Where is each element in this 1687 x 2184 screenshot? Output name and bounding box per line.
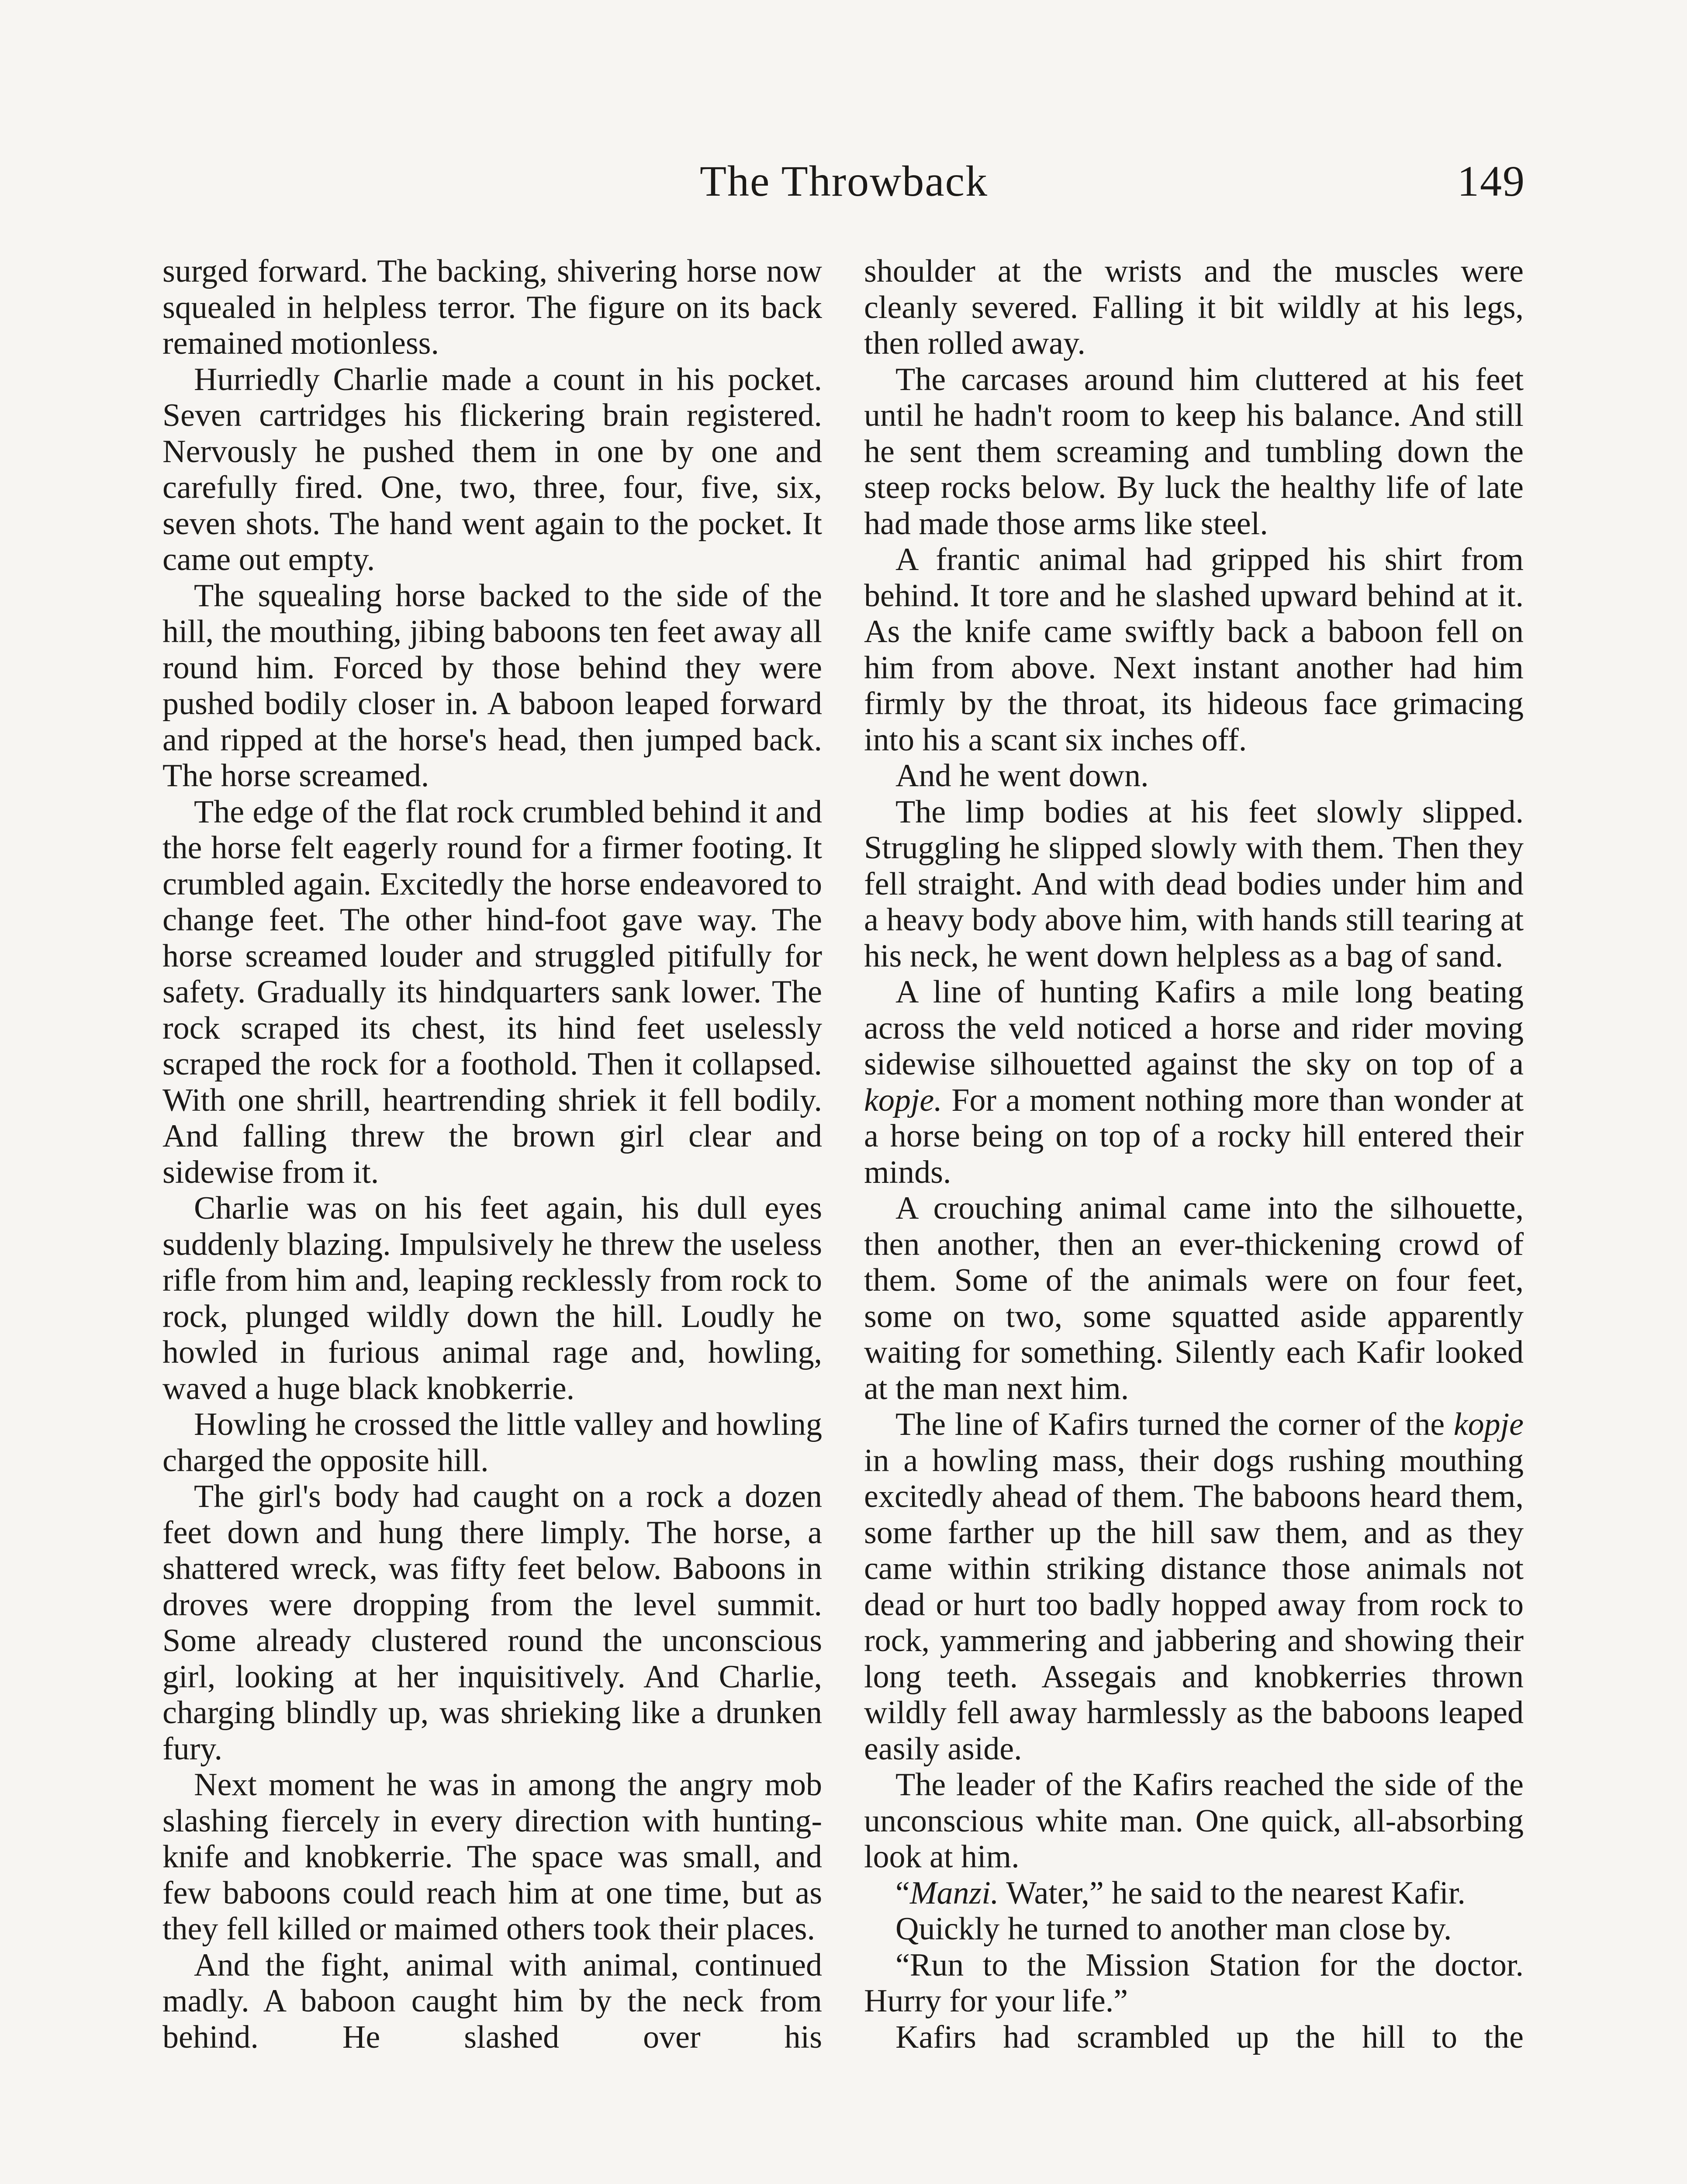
open-quote: “ xyxy=(895,1875,910,1911)
paragraph xyxy=(864,1875,1524,1911)
running-title: The Throwback xyxy=(699,157,989,205)
paragraph: surged forward. The backing, shivering horse now squealed in helpless terror. The figure on its back remained motionless. xyxy=(162,253,822,361)
italic-term: kopje. xyxy=(864,1082,942,1118)
paragraph: Charlie was on his feet again, his dull eyes suddenly blazing. Impulsively he threw the useless rifle from him and, leaping recklessly from rock to rock, plunged wildly down the hill. Loudly he howled in furious animal rage and, howling, waved a huge black knobkerrie. xyxy=(162,1190,822,1406)
paragraph: A crouching animal came into the silhouette, then another, then an ever-thickening crowd of them. Some of the animals were on four feet, some on two, some squatted aside apparently waiting for something. Silently each Kafir looked at the man next him. xyxy=(864,1190,1524,1406)
page-number: 149 xyxy=(1457,157,1525,205)
left-column xyxy=(162,253,822,2055)
text-run: in a howling mass, their dogs rushing mouthing excitedly ahead of them. The baboons heard them, some farther up the hill saw them, and as they came within striking distance those animals not dead or hurt too badly hopped away from rock to rock, yammering and jabbering and showing their long teeth. Assegais and knobkerries thrown wildly fell away harmlessly as the baboons leaped easily aside. xyxy=(864,1442,1524,1767)
paragraph: “Run to the Mission Station for the doctor. Hurry for your life.” xyxy=(864,1947,1524,2019)
paragraph: Kafirs had scrambled up the hill to the xyxy=(895,2019,1524,2055)
paragraph: Quickly he turned to another man close by. xyxy=(895,1911,1452,1947)
paragraph: A frantic animal had gripped his shirt from behind. It tore and he slashed upward behind at it. As the knife came swiftly back a baboon fell on him from above. Next instant another had him firmly by the throat, its hideous face grimacing into his a scant six inches off. xyxy=(864,542,1524,758)
paragraph: Hurriedly Charlie made a count in his pocket. Seven cartridges his flickering brain registered. Nervously he pushed them in one by one and carefully fired. One, two, three, four, five, six, seven shots. The hand went again to the pocket. It came out empty. xyxy=(162,361,822,577)
paragraph: Howling he crossed the little valley and howling charged the opposite hill. xyxy=(162,1406,822,1479)
text-run: The line of Kafirs turned the corner of the xyxy=(895,1406,1445,1442)
paragraph: And he went down. xyxy=(895,758,1149,794)
paragraph: The girl's body had caught on a rock a dozen feet down and hung there limply. The horse, a shattered wreck, was fifty feet below. Baboons in droves were dropping from the level summit. Some already clustered round the unconscious girl, looking at her inquisitively. And Charlie, charging blindly up, was shrieking like a drunken fury. xyxy=(162,1479,822,1767)
paragraph: The leader of the Kafirs reached the side of the unconscious white man. One quick, all-absorbing look at him. xyxy=(864,1767,1524,1875)
paragraph: And the fight, animal with animal, continued madly. A baboon caught him by the neck from behind. He slashed over his xyxy=(162,1947,822,2055)
right-column xyxy=(864,253,1524,2055)
paragraph: shoulder at the wrists and the muscles were cleanly severed. Falling it bit wildly at his legs, then rolled away. xyxy=(864,253,1524,361)
text-run: A line of hunting Kafirs a mile long beating across the veld noticed a horse and rider moving sidewise silhouetted against the sky on top of a xyxy=(864,974,1524,1082)
italic-term: kopje xyxy=(1453,1406,1524,1442)
paragraph xyxy=(864,974,1524,1190)
text-run: For a moment nothing more than wonder at a horse being on top of a rocky hill entered their minds. xyxy=(864,1082,1524,1190)
text-run: Water,” he said to the nearest Kafir. xyxy=(1006,1875,1466,1911)
paragraph: The limp bodies at his feet slowly slipped. Struggling he slipped slowly with them. Then they fell straight. And with dead bodies under him and a heavy body above him, with hands still tearing at his neck, he went down helpless as a bag of sand. xyxy=(864,794,1524,974)
paragraph: Next moment he was in among the angry mob slashing fiercely in every direction with hunting-knife and knobkerrie. The space was small, and few baboons could reach him at one time, but as they fell killed or maimed others took their places. xyxy=(162,1767,822,1947)
paragraph: The edge of the flat rock crumbled behind it and the horse felt eagerly round for a firmer footing. It crumbled again. Excitedly the horse endeavored to change feet. The other hind-foot gave way. The horse screamed louder and struggled pitifully for safety. Gradually its hindquarters sank lower. The rock scraped its chest, its hind feet uselessly scraped the rock for a foothold. Then it collapsed. With one shrill, heartrending shriek it fell bodily. And falling threw the brown girl clear and sidewise from it. xyxy=(162,794,822,1190)
italic-term: Manzi. xyxy=(909,1875,999,1911)
paragraph: The squealing horse backed to the side of the hill, the mouthing, jibing baboons ten feet away all round him. Forced by those behind they were pushed bodily closer in. A baboon leaped forward and ripped at the horse's head, then jumped back. The horse screamed. xyxy=(162,577,822,794)
paragraph: The carcases around him cluttered at his feet until he hadn't room to keep his balance. And still he sent them screaming and tumbling down the steep rocks below. By luck the healthy life of late had made those arms like steel. xyxy=(864,361,1524,542)
page-header xyxy=(162,151,1525,212)
paragraph xyxy=(864,1406,1524,1767)
